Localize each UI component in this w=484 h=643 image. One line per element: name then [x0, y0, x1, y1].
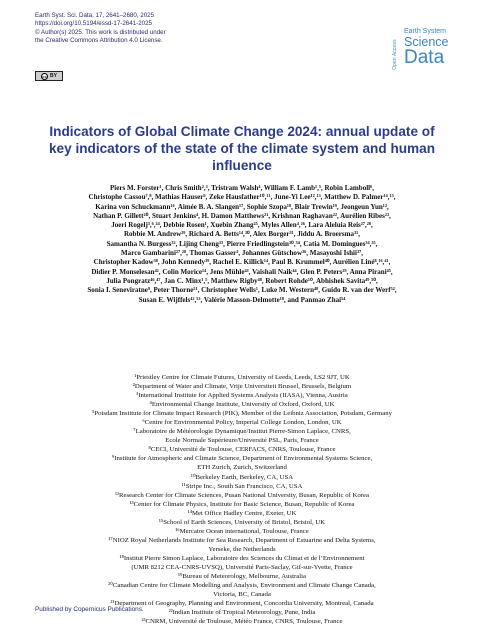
- author-line: Christophe Cassou⁷,⁸, Mathias Hauser⁹, Zeke Hausfather¹⁰,¹¹, June-Yi Lee¹²,¹³, Matthew D. Palmer¹⁴,¹⁵,: [88, 193, 396, 202]
- copyright-line: © Author(s) 2025. This work is distributed under: [35, 28, 166, 36]
- author-line: Samantha N. Burgess³², Lijing Cheng³³, Pierre Friedlingstein³⁰,³⁴, Catia M. Domingues³⁴,³⁵,: [106, 239, 378, 248]
- author-line: Nathan P. Gillett²⁰, Stuart Jenkins⁴, H. Damon Matthews²¹, Krishnan Raghavan²², Aurélien Ribes²³,: [93, 211, 391, 220]
- affiliation-line: ⁹Institute for Atmospheric and Climate Science, Department of Environmental Systems Science,: [111, 455, 373, 463]
- affiliation-line: ⁸CECI, Université de Toulouse, CERFACS, CNRS, Toulouse, France: [148, 446, 336, 454]
- citation-line: Earth Syst. Sci. Data, 17, 2641–2680, 2025: [35, 12, 155, 19]
- author-line: Karina von Schuckmann¹⁶, Aimée B. A. Slangen¹⁷, Sophie Szopa¹⁸, Blair Trewin¹⁹, Jeongeun Yun¹²,: [95, 202, 389, 211]
- article-metadata: [35, 12, 275, 46]
- author-line: Piers M. Forster¹, Chris Smith²,³, Tristram Walsh⁴, William F. Lamb¹,⁵, Robin Lamboll⁶,: [109, 184, 375, 192]
- affiliation-line: ⁵Potsdam Institute for Climate Impact Research (PIK), Member of the Leibniz Association, Potsdam, Germany: [91, 410, 393, 418]
- affiliation-line: ¹⁵School of Earth Sciences, University of Bristol, Bristol, UK: [158, 518, 326, 526]
- affiliation-line: ¹⁴Met Office Hadley Centre, Exeter, UK: [187, 509, 297, 517]
- paper-title: Indicators of Global Climate Change 2024: annual update of key indicators of the state of the climate system and human influence: [48, 124, 435, 173]
- author-line: Marco Gambarini²⁷,²⁸, Thomas Gasser³, Johannes Gütschow³⁶, Masayoshi Ishii³⁷,: [121, 249, 363, 258]
- affiliation-line: ²⁰Canadian Centre for Climate Modelling and Analysis, Environment and Climate Change Canada,: [108, 582, 376, 590]
- affiliation-line: ³International Institute for Applied Systems Analysis (IIASA), Vienna, Austria: [136, 392, 348, 400]
- cc-by-license-badge[interactable]: [35, 71, 63, 81]
- author-line: Joeri Rogelj³,⁶,²⁴, Debbie Rosen¹, Xuebin Zhang²⁵, Myles Allen⁴,²⁶, Lara Aleluia Reis²⁷,²⁸,: [111, 221, 373, 230]
- affiliation-line: ¹¹Stripe Inc., South San Francisco, CA, USA: [181, 482, 303, 490]
- author-line: Robbie M. Andrew²⁹, Richard A. Betts¹⁴,³⁰, Alex Borger³¹, Jiddu A. Broersma³¹,: [123, 230, 361, 239]
- affiliation-line: ¹³Center for Climate Physics, Institute for Basic Science, Busan, Republic of Korea: [129, 500, 355, 508]
- journal-name-line3: Data: [404, 47, 445, 68]
- affiliation-line: ²²Indian Institute of Tropical Meteorology, Pune, India: [168, 609, 316, 617]
- affiliation-line: ¹⁶Mercator Ocean international, Toulouse, France: [175, 527, 309, 535]
- affiliation-line: ²Department of Water and Climate, Vrije Universiteit Brussel, Brussels, Belgium: [132, 383, 352, 391]
- journal-name-line1: Earth System: [404, 28, 447, 35]
- license-line[interactable]: the Creative Commons Attribution 4.0 License.: [35, 37, 163, 45]
- cc-icon: cc: [42, 73, 47, 79]
- author-line: Christopher Kadow³⁸, John Kennedy³⁹, Rachel E. Killick¹⁴, Paul B. Krummel⁴⁰, Aurélien Liné⁸,¹⁶,⁴¹,: [93, 258, 391, 267]
- journal-name-line2: Science: [404, 35, 449, 49]
- affiliation-line: Ecole Normale Supérieure/Université PSL, Paris, France: [165, 437, 319, 445]
- author-list: [30, 184, 454, 305]
- affiliation-list: [24, 373, 460, 626]
- affiliation-line: ¹⁸Institut Pierre Simon Laplace, Laboratoire des Sciences du Climat et de l’Environnement: [119, 554, 365, 562]
- publisher-footer: Published by Copernicus Publications.: [35, 606, 144, 613]
- affiliation-line: ⁶Centre for Environmental Policy, Imperial College London, London, UK: [142, 419, 342, 427]
- doi-link[interactable]: https://doi.org/10.5194/essd-17-2641-2025: [35, 20, 152, 28]
- affiliation-line: ⁴Environmental Change Institute, University of Oxford, Oxford, UK: [149, 401, 335, 409]
- author-line: Julia Pongratz⁴⁶,⁴⁷, Jan C. Minx¹,⁵, Matthew Rigby⁴⁸, Robert Rohde¹⁰, Abhishek Savita⁴⁹,⁵⁰,: [106, 276, 378, 285]
- affiliation-line: ²¹Department of Geography, Planning and Environment, Concordia University, Montreal, Canada: [110, 600, 374, 608]
- affiliation-line: ²³CNRM, Université de Toulouse, Météo France, CNRS, Toulouse, France: [141, 618, 343, 626]
- affiliation-line: (UMR 8212 CEA-CNRS-UVSQ), Université Paris-Saclay, Gif-sur-Yvette, France: [131, 563, 353, 571]
- affiliation-line: ¹⁷NIOZ Royal Netherlands Institute for Sea Research, Department of Estuarine and Delta Systems,: [108, 536, 376, 544]
- author-line: Sonia I. Seneviratne⁹, Peter Thorne⁵¹, Christopher Wells¹, Luke M. Western⁴⁸, Guido R. van der Werf⁵²,: [87, 286, 397, 295]
- open-access-label: Open Access: [392, 39, 398, 70]
- author-line: Didier P. Monselesan⁴², Colin Morice¹⁴, Jens Mühle⁴³, Vaishali Naik⁴⁴, Glen P. Peters²⁹, Anna Pirani⁴⁵,: [91, 267, 393, 276]
- journal-logo: [392, 28, 462, 70]
- affiliation-line: ETH Zurich, Zurich, Switzerland: [197, 464, 287, 472]
- affiliation-line: Yerseke, the Netherlands: [208, 545, 276, 553]
- affiliation-line: ¹Priestley Centre for Climate Futures, University of Leeds, Leeds, LS2 9JT, UK: [134, 374, 350, 381]
- affiliation-line: Victoria, BC, Canada: [213, 591, 271, 599]
- by-label: BY: [50, 73, 57, 79]
- affiliation-line: ¹²Research Center for Climate Sciences, Pusan National University, Busan, Republic of Korea: [114, 491, 370, 499]
- affiliation-line: ¹⁰Berkeley Earth, Berkeley, CA, USA: [190, 473, 294, 481]
- affiliation-line: ⁷Laboratoire de Météorologie Dynamique/Institut Pierre-Simon Laplace, CNRS,: [133, 428, 351, 436]
- affiliation-line: ¹⁹Bureau of Meteorology, Melbourne, Australia: [177, 573, 307, 581]
- author-line: Susan E. Wijffels⁴²,⁵³, Valérie Masson-Delmotte¹⁸, and Panmao Zhai⁵⁴: [138, 295, 346, 304]
